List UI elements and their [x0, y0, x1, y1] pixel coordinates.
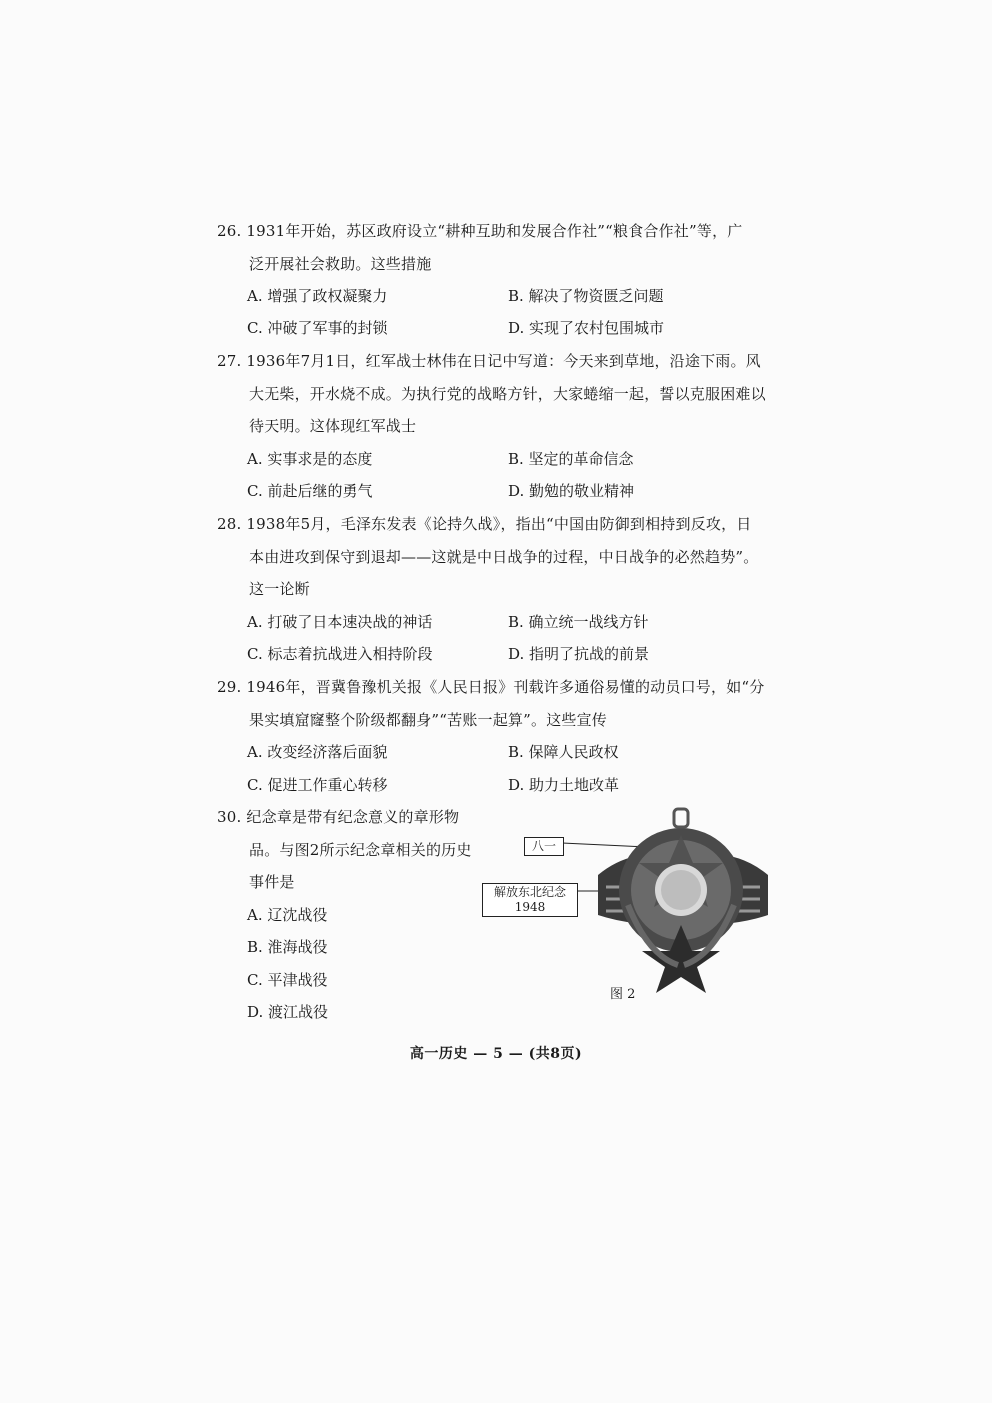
- q28-option-c: C. 标志着抗战进入相持阶段: [247, 645, 433, 663]
- callout-jiefang-line1: 解放东北纪念: [493, 885, 566, 899]
- q26-line-2: 泛开展社会救助。这些措施: [249, 255, 432, 273]
- q29-option-b: B. 保障人民政权: [508, 743, 619, 761]
- q27-option-a: A. 实事求是的态度: [247, 450, 373, 468]
- callout-jiefang-dongbei: [482, 883, 578, 917]
- q30-option-c: C. 平津战役: [247, 971, 328, 989]
- q27-option-d: D. 勤勉的敬业精神: [508, 482, 635, 500]
- q28-line-2: 本由进攻到保守到退却——这就是中日战争的过程，中日战争的必然趋势”。: [249, 548, 759, 566]
- q29-line-1: 29. 1946年，晋冀鲁豫机关报《人民日报》刊载许多通俗易懂的动员口号，如“分: [217, 678, 765, 696]
- q28-option-b: B. 确立统一战线方针: [508, 613, 649, 631]
- callout-bayi: 八一: [524, 837, 564, 856]
- q30-option-b: B. 淮海战役: [247, 938, 328, 956]
- q30-option-a: A. 辽沈战役: [247, 906, 328, 924]
- q27-line-2: 大无柴，开水烧不成。为执行党的战略方针，大家蜷缩一起，誓以克服困难以: [249, 385, 766, 403]
- q29-line-2: 果实填窟窿整个阶级都翻身”“苦账一起算”。这些宣传: [249, 711, 608, 729]
- figure-2: [478, 805, 778, 1005]
- q28-line-1: 28. 1938年5月，毛泽东发表《论持久战》，指出“中国由防御到相持到反攻，日: [217, 515, 752, 533]
- q26-option-a: A. 增强了政权凝聚力: [247, 287, 388, 305]
- callout-jiefang-line2: 1948: [514, 900, 546, 914]
- q30-line-3: 事件是: [249, 873, 295, 891]
- q28-option-d: D. 指明了抗战的前景: [508, 645, 650, 663]
- q28-option-a: A. 打破了日本速决战的神话: [247, 613, 433, 631]
- q30-line-1: 30. 纪念章是带有纪念意义的章形物: [217, 808, 460, 826]
- q27-line-1: 27. 1936年7月1日，红军战士林伟在日记中写道：今天来到草地，沿途下雨。风: [217, 352, 761, 370]
- q29-option-d: D. 助力土地改革: [508, 776, 620, 794]
- q29-option-c: C. 促进工作重心转移: [247, 776, 388, 794]
- q27-line-3: 待天明。这体现红军战士: [249, 417, 417, 435]
- q28-line-3: 这一论断: [249, 580, 310, 598]
- q30-line-2: 品。与图2所示纪念章相关的历史: [249, 841, 472, 859]
- page-footer: 高一历史 — 5 — (共8页): [409, 1046, 583, 1062]
- q26-option-d: D. 实现了农村包围城市: [508, 319, 665, 337]
- q27-option-b: B. 坚定的革命信念: [508, 450, 634, 468]
- q29-option-a: A. 改变经济落后面貌: [247, 743, 388, 761]
- q26-option-c: C. 冲破了军事的封锁: [247, 319, 388, 337]
- q27-option-c: C. 前赴后继的勇气: [247, 482, 373, 500]
- q26-option-b: B. 解决了物资匮乏问题: [508, 287, 664, 305]
- figure-caption: 图 2: [610, 987, 636, 1002]
- q30-option-d: D. 渡江战役: [247, 1003, 329, 1021]
- q26-line-1: 26. 1931年开始，苏区政府设立“耕种互助和发展合作社”“粮食合作社”等，广: [217, 222, 743, 240]
